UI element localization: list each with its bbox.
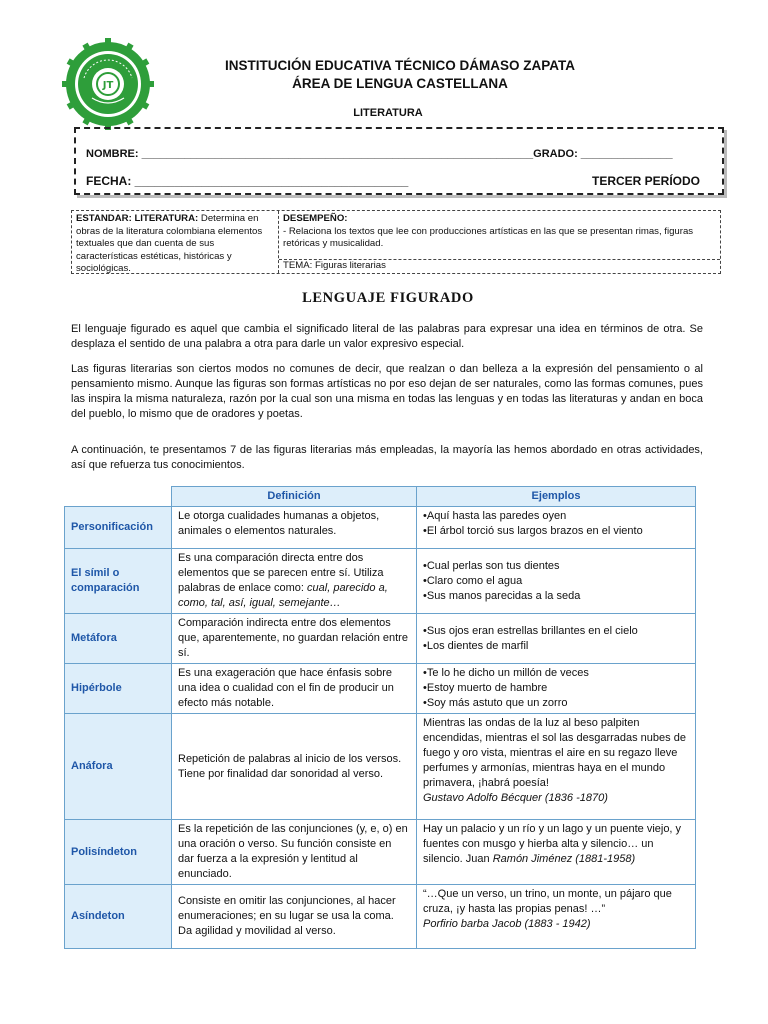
figure-definition: Le otorga cualidades humanas a objetos, animales o elementos naturales. [172,507,417,549]
definition-italic: cual, parecido a, como, tal, así, igual, semejante… [178,582,388,609]
figure-definition: Es la repetición de las conjunciones (y, e, o) en una oración o verso. Su función consiste en dar fuerza a la expresión y lentitud al enunciado. [172,820,417,885]
paragraph-figures: Las figuras literarias son ciertos modos no comunes de decir, que realzan o dan belleza a la expresión del pensamiento o al pensamiento mismo. Aunque las figuras son formas artísticas no por eso dejan de ser naturales, como las formas comunes, pues las inspira la misma naturaleza, razón por la cual son una misma en todas las lenguas y en todas las literaturas y andan en boca del pueblo, lo mismo que de oradores y poetas. [71,363,703,420]
table-row [65,714,696,820]
example-item: Mientras las ondas de la luz al beso palpiten encendidas, mientras el sol las desgarradas nubes de fuego y oro vista, mientras el aire en su regazo lleve perfumes y armonías, mientras haya en el mundo primavera, ¡habrá poesía! [423,717,686,789]
subject-title: LITERATURA [353,107,423,119]
school-seal-logo [62,38,154,130]
table-header-definition: Definición [172,487,417,507]
figures-table [64,486,696,949]
figure-name: Polisíndeton [65,820,172,885]
figure-examples [417,714,696,820]
figure-examples [417,820,696,885]
table-row [65,664,696,714]
example-item: Hay un palacio y un río y un lago y un puente viejo, y fuentes con musgo y hierba alta y silencio… un silencio. Juan [423,823,682,865]
example-item: •Claro como el agua [423,574,523,587]
example-item: •Sus ojos eran estrellas brillantes en el cielo [423,624,638,637]
svg-text:JT: JT [102,80,114,91]
example-author: Gustavo Adolfo Bécquer (1836 -1870) [423,792,608,804]
figure-name: Anáfora [65,714,172,820]
figure-definition [172,549,417,614]
period-label: TERCER PERÍODO [591,174,700,188]
standard-text: Determina en obras de la literatura colombiana elementos textuales que dan cuenta de sus características estéticas, históricas y sociológicas. [76,213,263,274]
example-item: •Sus manos parecidas a la seda [423,589,581,602]
area-name: ÁREA DE LENGUA CASTELLANA [292,76,508,91]
example-item: •Estoy muerto de hambre [423,682,548,694]
paragraph-intro: El lenguaje figurado es aquel que cambia el significado literal de las palabras para expresar una idea en términos de otra. Se desplaza el sentido de una palabra a otra para darle un valor expresivo especial. [71,323,703,350]
performance-label: DESEMPEÑO: [283,213,348,224]
table-header-row [65,487,696,507]
table-row [65,820,696,885]
example-author: Ramón Jiménez (1881-1958) [492,853,636,865]
paragraph-next: A continuación, te presentamos 7 de las figuras literarias más empleadas, la mayoría las hemos abordado en otras actividades, así que refuerza tus conocimientos. [71,444,703,471]
example-item: •Los dientes de marfil [423,639,529,652]
definition-text: Es una comparación directa entre dos elementos que se parecen entre sí. Utiliza palabras de enlace como: [178,552,384,594]
figure-examples [417,885,696,949]
theme-label: TEMA: [283,260,313,271]
table-row [65,614,696,664]
figure-examples [417,507,696,549]
example-item: •Aquí hasta las paredes oyen [423,510,567,522]
table-header-blank [65,487,172,507]
figure-name: El símil o comparación [65,549,172,614]
figure-examples [417,664,696,714]
name-grade-field[interactable]: NOMBRE: ________________________________________________________________GRADO: _______________ [86,148,673,160]
figure-name: Metáfora [65,614,172,664]
standard-label: ESTANDAR: LITERATURA: [76,213,199,224]
example-item: •El árbol torció sus largos brazos en el viento [423,525,643,537]
figure-examples [417,549,696,614]
example-author: Porfirio barba Jacob (1883 - 1942) [423,918,591,930]
page-title: LENGUAJE FIGURADO [302,290,474,306]
figure-examples [417,614,696,664]
table-row [65,885,696,949]
standard-cell [72,211,279,273]
institution-name: INSTITUCIÓN EDUCATIVA TÉCNICO DÁMASO ZAPATA [225,58,575,73]
figure-definition: Consiste en omitir las conjunciones, al hacer enumeraciones; en su lugar se usa la coma. Da agilidad y movilidad al verso. [172,885,417,949]
figure-definition: Comparación indirecta entre dos elementos que, aparentemente, no guardan relación entre sí. [172,614,417,664]
theme-text: Figuras literarias [315,260,386,271]
example-item: •Te lo he dicho un millón de veces [423,667,589,679]
example-item: •Soy más astuto que un zorro [423,697,568,709]
performance-text: - Relaciona los textos que lee con producciones artísticas en las que se presentan rimas, figuras retóricas y musicalidad. [283,225,694,249]
example-item: •Cual perlas son tus dientes [423,559,560,572]
figure-name: Asíndeton [65,885,172,949]
table-row [65,507,696,549]
example-item: “…Que un verso, un trino, un monte, un pájaro que cruza, ¡y hasta las propias penas! …” [423,888,672,915]
table-header-examples: Ejemplos [417,487,696,507]
figure-definition: Repetición de palabras al inicio de los versos. Tiene por finalidad dar sonoridad al verso. [172,714,417,820]
standard-box [71,210,721,274]
figure-definition: Es una exageración que hace énfasis sobre una idea o cualidad con el fin de producir un efecto más notable. [172,664,417,714]
performance-cell [279,211,720,260]
figure-name: Hipérbole [65,664,172,714]
theme-cell [279,260,720,273]
figure-name: Personificación [65,507,172,549]
date-field[interactable]: FECHA: _________________________________________ [86,174,409,188]
table-row [65,549,696,614]
student-info-box [74,127,724,195]
